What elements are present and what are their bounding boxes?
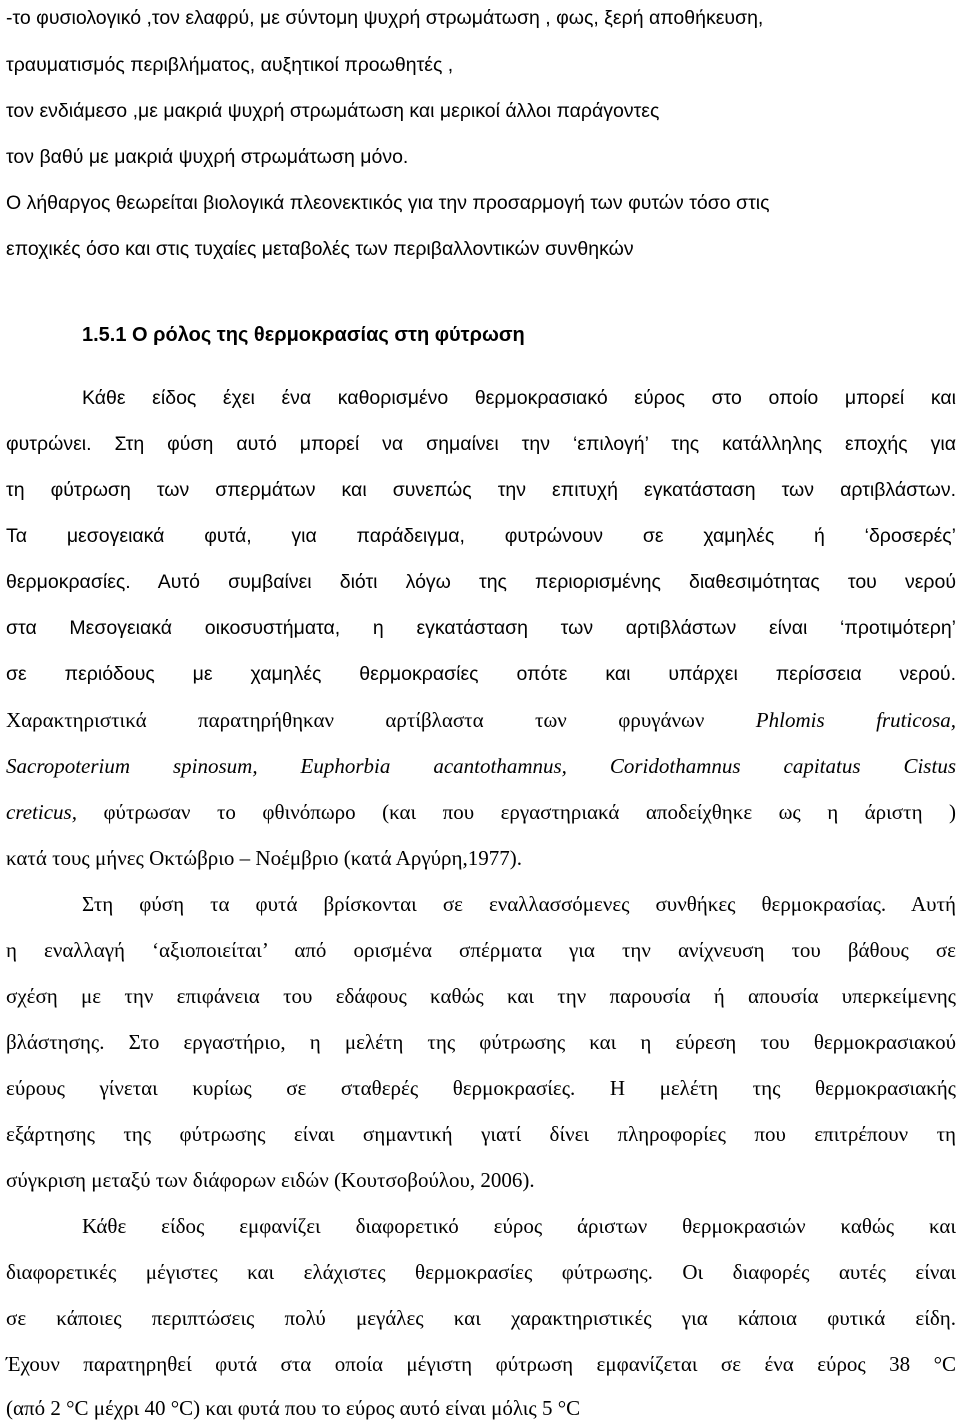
paragraph-line: η εναλλαγή ‘αξιοποιείται’ από ορισμένα σπέρματα για την ανίχνευση του βάθους σε: [6, 938, 956, 962]
paragraph-line: [6, 706, 956, 734]
paragraph-line: Κάθε είδος εμφανίζει διαφορετικό εύρος άριστων θερμοκρασιών καθώς και: [82, 1214, 956, 1238]
text-line: τον βαθύ με μακριά ψυχρή στρωμάτωση μόνο.: [6, 146, 409, 168]
paragraph-line: εξάρτησης της φύτρωσης είναι σημαντική γιατί δίνει πληροφορίες που επιτρέπουν τη: [6, 1122, 956, 1146]
paragraph-text: φύτρωσαν το φθινόπωρο (και που εργαστηριακά αποδείχθηκε ως η άριστη ): [103, 800, 957, 824]
paragraph-line: Κάθε είδος έχει ένα καθορισμένο θερμοκρασιακό εύρος στο οποίο μπορεί και: [82, 387, 956, 409]
paragraph-line: σύγκριση μεταξύ των διάφορων ειδών (Κουτσοβούλου, 2006).: [6, 1168, 535, 1192]
paragraph-line: (από 2 °C μέχρι 40 °C) και φυτά που το εύρος αυτό είναι μόλις 5 °C: [6, 1396, 581, 1420]
species-name: creticus,: [6, 800, 77, 824]
paragraph-line: σχέση με την επιφάνεια του εδάφους καθώς και την παρουσία ή απουσία υπερκείμενης: [6, 984, 956, 1008]
text-line: εποχικές όσο και στις τυχαίες μεταβολές των περιβαλλοντικών συνθηκών: [6, 238, 634, 260]
text-line: τραυματισμός περιβλήματος, αυξητικοί προωθητές ,: [6, 54, 454, 76]
paragraph-line: στα Μεσογειακά οικοσυστήματα, η εγκατάσταση των αρτιβλάστων είναι ‘προτιμότερη’: [6, 617, 956, 639]
paragraph-line: θερμοκρασίες. Αυτό συμβαίνει διότι λόγω της περιορισμένης διαθεσιμότητας του νερού: [6, 571, 956, 593]
paragraph-line: σε περιόδους με χαμηλές θερμοκρασίες οπότε και υπάρχει περίσσεια νερού.: [6, 663, 956, 685]
text-line: -το φυσιολογικό ,τον ελαφρύ, με σύντομη ψυχρή στρωμάτωση , φως, ξερή αποθήκευση,: [6, 7, 764, 29]
paragraph-text: Χαρακτηριστικά παρατηρήθηκαν αρτίβλαστα των φρυγάνων: [6, 708, 705, 732]
paragraph-line: κατά τους μήνες Οκτώβριο – Νοέμβριο (κατά Αργύρη,1977).: [6, 846, 522, 870]
section-heading: 1.5.1 Ο ρόλος της θερμοκρασίας στη φύτρωση: [82, 324, 525, 346]
paragraph-line: [6, 798, 956, 826]
paragraph-line: [6, 752, 956, 780]
text-line: τον ενδιάμεσο ,με μακριά ψυχρή στρωμάτωση και μερικοί άλλοι παράγοντες: [6, 100, 660, 122]
paragraph-line: διαφορετικές μέγιστες και ελάχιστες θερμοκρασίες φύτρωσης. Οι διαφορές αυτές είναι: [6, 1260, 956, 1284]
species-names: Sacropoterium spinosum, Euphorbia acantothamnus, Coridothamnus capitatus Cistus: [6, 754, 956, 778]
species-name: Phlomis fruticosa,: [755, 708, 956, 732]
paragraph-line: τη φύτρωση των σπερμάτων και συνεπώς την επιτυχή εγκατάσταση των αρτιβλάστων.: [6, 479, 956, 501]
paragraph-line: σε κάποιες περιπτώσεις πολύ μεγάλες και χαρακτηριστικές για κάποια φυτικά είδη.: [6, 1306, 956, 1330]
paragraph-line: φυτρώνει. Στη φύση αυτό μπορεί να σημαίνει την ‘επιλογή’ της κατάλληλης εποχής για: [6, 433, 956, 455]
paragraph-line: εύρους γίνεται κυρίως σε σταθερές θερμοκρασίες. Η μελέτη της θερμοκρασιακής: [6, 1076, 956, 1100]
text-line: Ο λήθαργος θεωρείται βιολογικά πλεονεκτικός για την προσαρμογή των φυτών τόσο στις: [6, 192, 770, 214]
paragraph-line: βλάστησης. Στο εργαστήριο, η μελέτη της φύτρωσης και η εύρεση του θερμοκρασιακού: [6, 1030, 956, 1054]
paragraph-line: Τα μεσογειακά φυτά, για παράδειγμα, φυτρώνουν σε χαμηλές ή ‘δροσερές’: [6, 525, 956, 547]
paragraph-line: Στη φύση τα φυτά βρίσκονται σε εναλλασσόμενες συνθήκες θερμοκρασίας. Αυτή: [82, 892, 956, 916]
paragraph-line: Έχουν παρατηρηθεί φυτά στα οποία μέγιστη φύτρωση εμφανίζεται σε ένα εύρος 38 °C: [6, 1352, 956, 1376]
